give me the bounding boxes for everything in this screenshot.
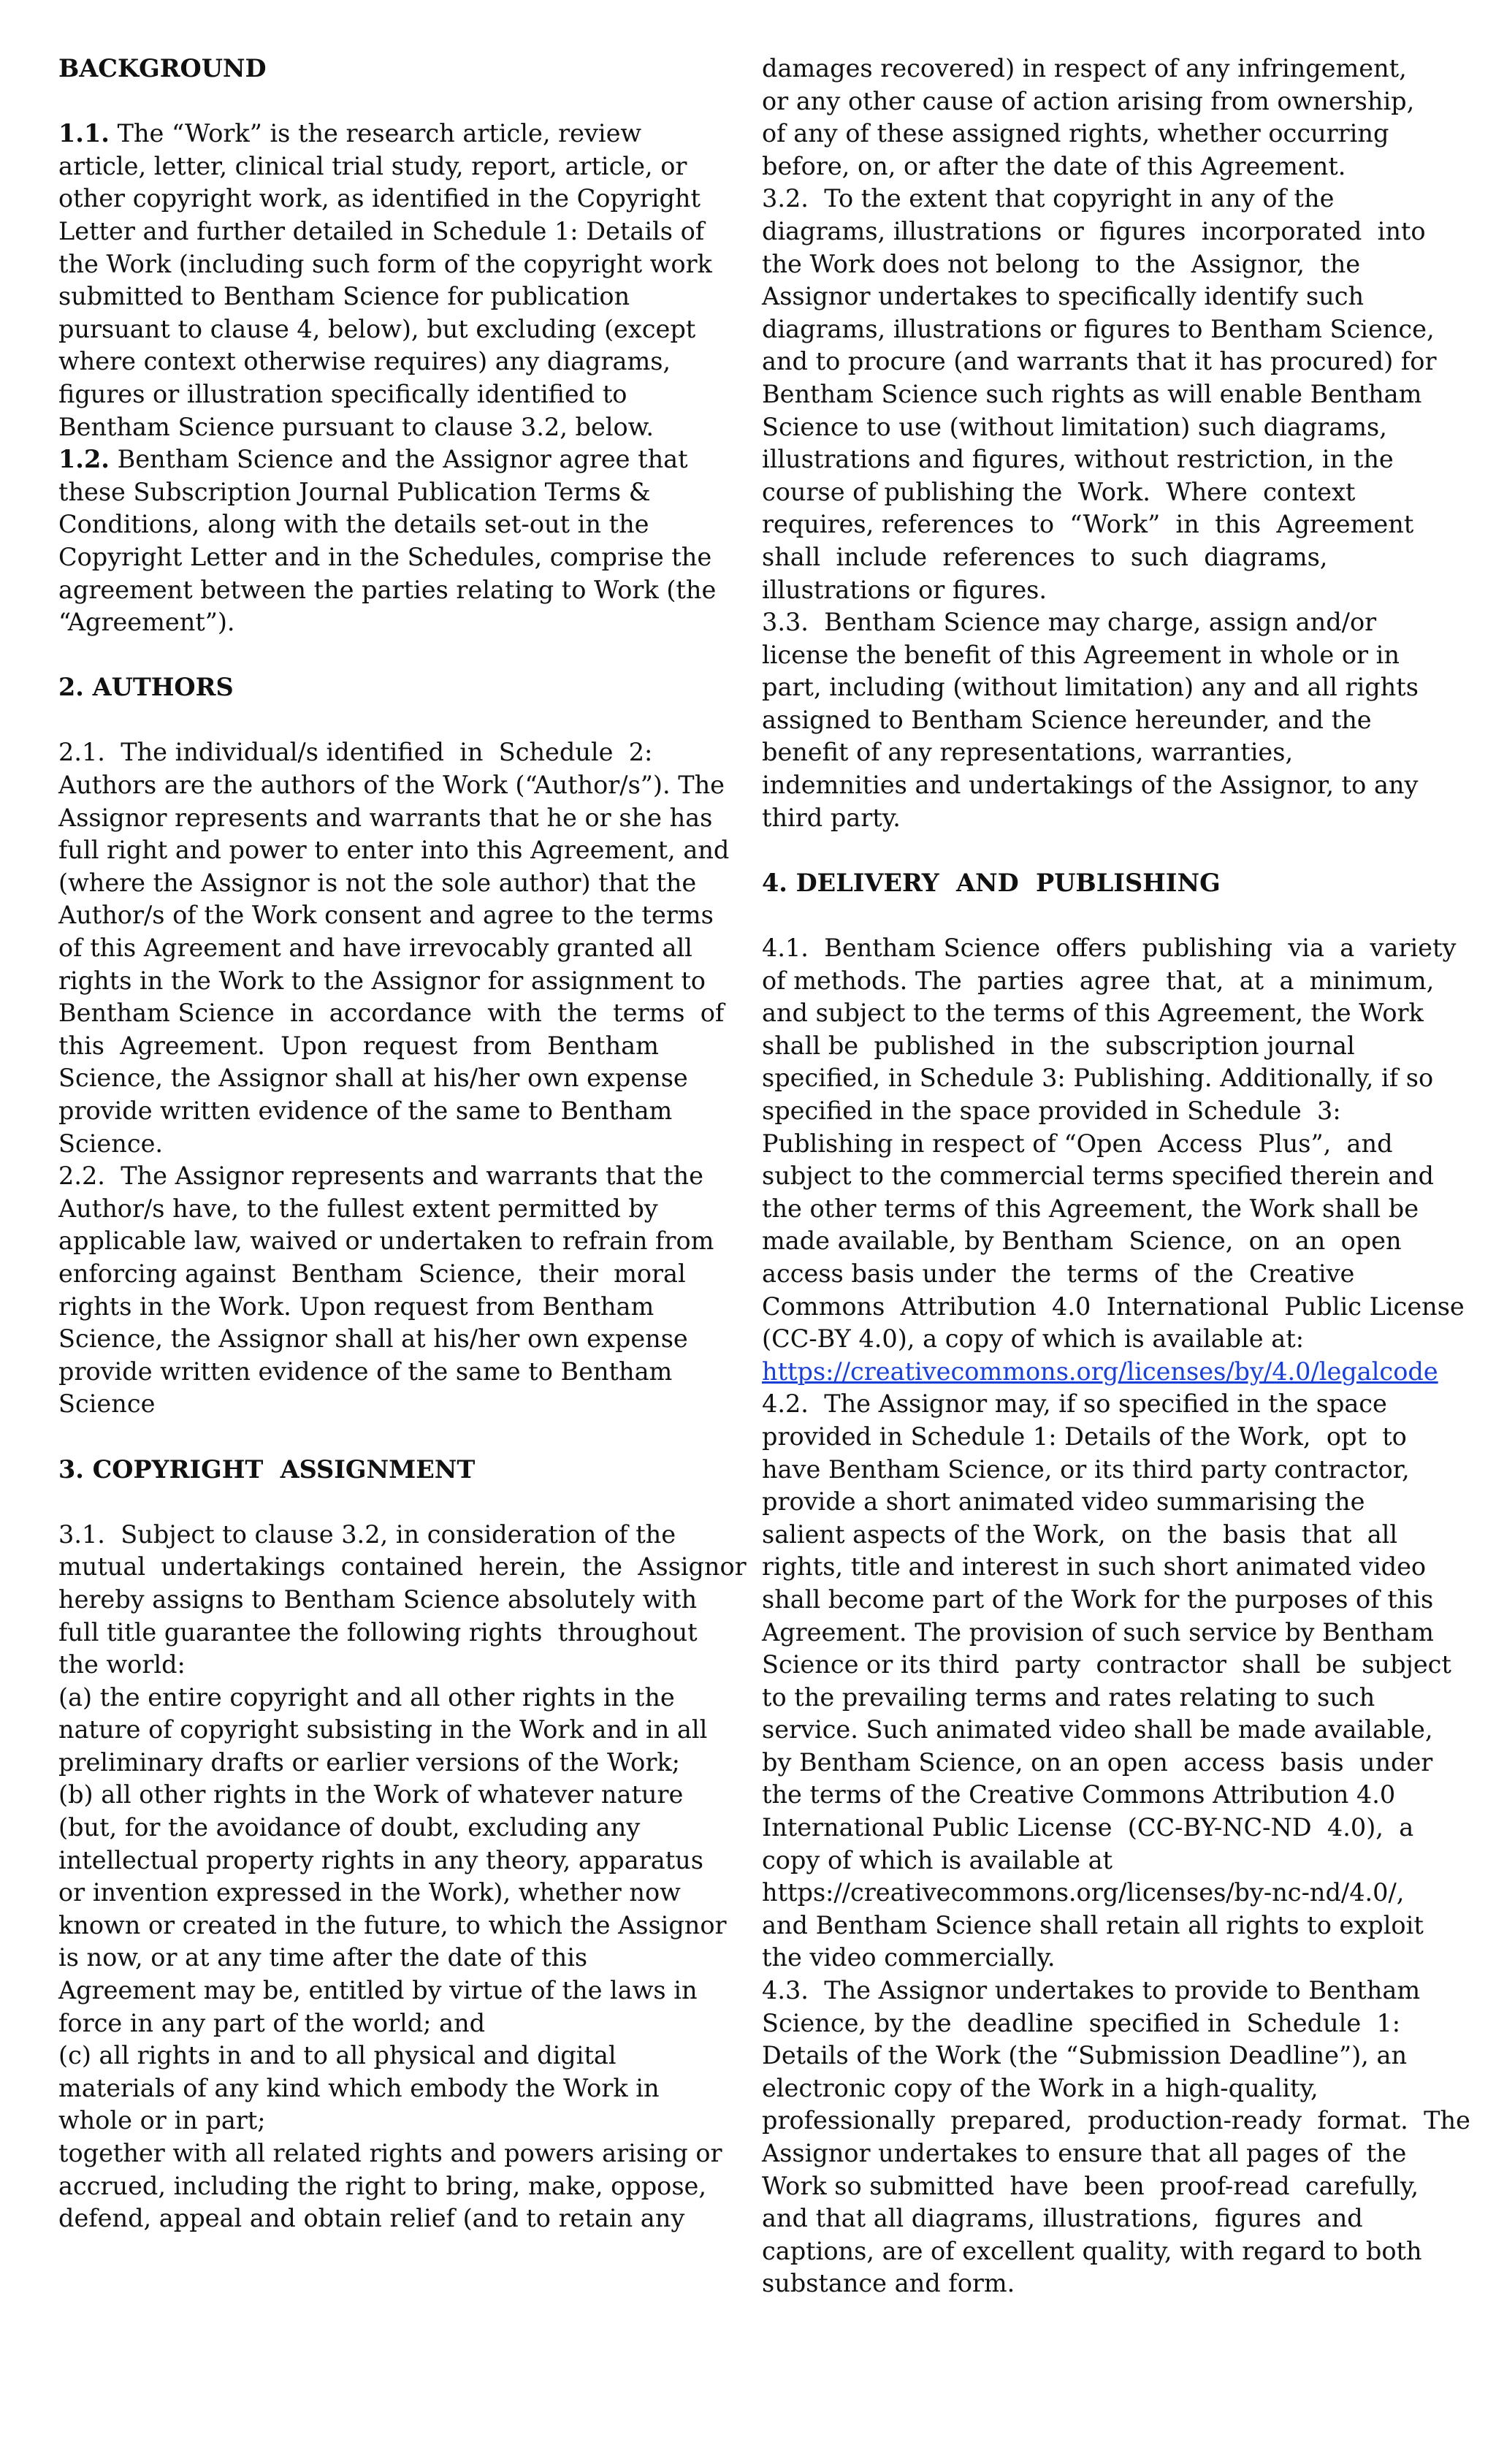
text-line [762, 867, 1438, 900]
paragraph-spacer [762, 899, 1438, 932]
line-text: damages recovered) in respect of any infringement, [762, 54, 1407, 83]
text-line [762, 1649, 1451, 1682]
text-line [762, 736, 1438, 769]
line-text: full right and power to enter into this Agreement, and [58, 836, 730, 865]
line-text: Authors are the authors of the Work (“Author/s”). The [58, 771, 725, 800]
paragraph [58, 671, 730, 704]
line-text: made available, by Bentham Science, on an open [762, 1227, 1402, 1256]
paragraph [58, 1519, 747, 1682]
text-line [58, 508, 730, 541]
text-line [58, 183, 730, 215]
line-text: (where the Assignor is not the sole author) that the [58, 868, 697, 897]
line-text: and subject to the terms of this Agreement, the Work [762, 999, 1424, 1028]
line-text: enforcing against Bentham Science, their moral [58, 1259, 686, 1288]
text-line [762, 2137, 1438, 2170]
line-text: applicable law, waived or undertaken to refrain from [58, 1227, 714, 1256]
line-text: captions, are of excellent quality, with regard to both [762, 2236, 1422, 2265]
line-text: shall include references to such diagrams, [762, 542, 1328, 571]
line-text: the world: [58, 1650, 186, 1679]
line-text: rights in the Work to the Assignor for assignment to [58, 966, 706, 995]
text-line [58, 1160, 730, 1193]
text-line [58, 867, 730, 900]
line-text: Letter and further detailed in Schedule 1: Details of [58, 216, 705, 245]
line-text: “Agreement”). [58, 608, 235, 637]
line-text: substance and form. [762, 2269, 1015, 2298]
text-line [58, 1975, 730, 2007]
text-line [762, 639, 1438, 672]
text-line [762, 704, 1438, 737]
text-line [58, 1682, 730, 1714]
line-text: by Bentham Science, on an open access basis under [762, 1747, 1433, 1777]
text-line [762, 769, 1438, 802]
line-text: is now, or at any time after the date of this [58, 1943, 588, 1972]
line-text: (but, for the avoidance of doubt, excluding any [58, 1813, 641, 1842]
text-line [762, 1486, 1438, 1519]
text-line [762, 2235, 1438, 2268]
line-text: Science, by the deadline specified in Schedule 1: [762, 2008, 1401, 2037]
text-line [58, 899, 730, 932]
text-line [58, 736, 730, 769]
text-line [58, 2105, 730, 2137]
line-text: preliminary drafts or earlier versions of the Work; [58, 1747, 680, 1777]
line-text: or any other cause of action arising from ownership, [762, 86, 1415, 115]
line-text: 2.1. The individual/s identified in Schedule 2: [58, 738, 653, 767]
line-text: provide a short animated video summarising the [762, 1487, 1365, 1517]
text-line [762, 346, 1438, 378]
line-text: agreement between the parties relating to Work (the [58, 575, 717, 604]
line-text: and to procure (and warrants that it has procured) for [762, 347, 1437, 376]
text-line [58, 2040, 730, 2072]
section-heading: BACKGROUND [58, 54, 267, 83]
text-line [58, 2137, 730, 2170]
line-text: 2.2. The Assignor represents and warrants that the [58, 1162, 703, 1191]
text-line [762, 2007, 1438, 2040]
text-line [762, 1877, 1438, 1910]
text-line [762, 671, 1438, 704]
text-line [58, 53, 730, 85]
text-line [58, 281, 730, 313]
line-text: Science or its third party contractor shall be subject [762, 1650, 1451, 1679]
line-text: the other terms of this Agreement, the Work shall be [762, 1194, 1419, 1223]
text-line [762, 1519, 1438, 1552]
line-text: accrued, including the right to bring, make, oppose, [58, 2171, 707, 2200]
text-line [58, 1193, 730, 1226]
text-line [762, 1193, 1438, 1226]
text-line [58, 1812, 730, 1845]
text-line [762, 1388, 1438, 1421]
line-text: salient aspects of the Work, on the basis that all [762, 1519, 1398, 1549]
line-text: before, on, or after the date of this Agreement. [762, 151, 1346, 180]
text-line [762, 932, 1457, 965]
line-text: together with all related rights and powers arising or [58, 2139, 722, 2167]
text-line [58, 1095, 730, 1128]
line-text: hereby assigns to Bentham Science absolutely with [58, 1584, 698, 1614]
line-text: Assignor represents and warrants that he or she has [58, 803, 713, 832]
paragraph [58, 1454, 730, 1487]
line-text: Science, the Assignor shall at his/her own expense [58, 1064, 688, 1093]
text-line [58, 1030, 730, 1063]
text-line [58, 1584, 730, 1617]
paragraph [58, 443, 730, 639]
line-text: course of publishing the Work. Where context [762, 477, 1356, 506]
paragraph [58, 1779, 730, 2040]
text-line [58, 1388, 730, 1421]
paragraph [762, 183, 1438, 606]
text-line [762, 378, 1438, 411]
clause-number: 1.2. [58, 445, 110, 474]
line-text: Publishing in respect of “Open Access Plus”, and [762, 1129, 1393, 1158]
text-line [58, 1356, 730, 1389]
text-line [58, 378, 730, 411]
text-line [58, 1942, 730, 1975]
text-line [762, 1975, 1438, 2007]
text-line [58, 1062, 730, 1095]
text-line [762, 2040, 1438, 2072]
line-text: of this Agreement and have irrevocably granted all [58, 934, 692, 963]
paragraph [58, 736, 730, 1160]
line-text: part, including (without limitation) any and all rights [762, 673, 1419, 702]
paragraph [762, 932, 1465, 1388]
line-text: (b) all other rights in the Work of whatever nature [58, 1780, 684, 1809]
text-line [58, 1128, 730, 1161]
text-line [762, 2105, 1470, 2137]
text-line [762, 1682, 1438, 1714]
text-line [58, 1617, 730, 1649]
text-line [58, 248, 730, 281]
line-text: known or created in the future, to which the Assignor [58, 1910, 727, 1939]
line-text: this Agreement. Upon request from Bentham [58, 1031, 659, 1060]
line-text: Work so submitted have been proof-read carefully, [762, 2171, 1419, 2200]
line-text: 4.1. Bentham Science offers publishing via a variety [762, 934, 1457, 963]
text-line [762, 2267, 1438, 2300]
text-line [58, 965, 730, 998]
section-heading: 4. DELIVERY AND PUBLISHING [762, 868, 1221, 897]
text-line [762, 997, 1438, 1030]
text-line [762, 1714, 1438, 1747]
line-text: force in any part of the world; and [58, 2008, 486, 2037]
line-text: Bentham Science such rights as will enable Bentham [762, 379, 1422, 408]
paragraph-spacer [58, 85, 730, 118]
line-text: Copyright Letter and in the Schedules, comprise the [58, 542, 712, 571]
text-line [58, 346, 730, 378]
text-line [762, 2202, 1438, 2235]
line-text: access basis under the terms of the Creative [762, 1259, 1355, 1288]
line-text: figures or illustration specifically identified to [58, 379, 627, 408]
paragraph [762, 53, 1438, 183]
line-text: Conditions, along with the details set-out in the [58, 510, 649, 539]
line-text: license the benefit of this Agreement in whole or in [762, 640, 1400, 669]
line-text: diagrams, illustrations or figures incorporated into [762, 216, 1426, 245]
text-line [58, 411, 730, 444]
text-line [58, 2170, 730, 2203]
text-line [762, 1779, 1438, 1812]
line-text: Science. [58, 1129, 164, 1158]
paragraph-spacer [58, 1486, 730, 1519]
text-line [762, 1617, 1438, 1649]
line-text: Assignor undertakes to ensure that all pages of the [762, 2139, 1407, 2167]
line-text: Science [58, 1389, 156, 1419]
right-column [762, 53, 1470, 2300]
paragraph [58, 2137, 730, 2235]
text-line [58, 1845, 730, 1877]
line-text: the Work (including such form of the copyright work [58, 249, 712, 278]
text-line [762, 411, 1438, 444]
text-line [58, 1747, 730, 1780]
text-line [58, 118, 730, 150]
line-text: The “Work” is the research article, review [109, 119, 642, 148]
line-text: Agreement may be, entitled by virtue of the laws in [58, 1976, 698, 2005]
text-line [58, 476, 730, 509]
line-text: electronic copy of the Work in a high-quality, [762, 2073, 1318, 2102]
text-line [58, 834, 730, 867]
line-text: illustrations or figures. [762, 575, 1047, 604]
text-line [762, 508, 1438, 541]
paragraph [762, 867, 1438, 900]
line-text: 3.3. Bentham Science may charge, assign and/or [762, 608, 1377, 637]
license-link[interactable]: https://creativecommons.org/licenses/by/4.0/legalcode [762, 1357, 1438, 1386]
line-text: provided in Schedule 1: Details of the Work, opt to [762, 1422, 1407, 1451]
text-line [762, 606, 1438, 639]
paragraph [762, 606, 1438, 834]
text-line [762, 476, 1438, 509]
line-text: assigned to Bentham Science hereunder, and the [762, 705, 1372, 734]
text-line [58, 2007, 730, 2040]
line-text: 4.3. The Assignor undertakes to provide to Bentham [762, 1976, 1421, 2005]
text-line [762, 150, 1438, 183]
text-line [58, 2072, 730, 2105]
line-text: of any of these assigned rights, whether occurring [762, 119, 1389, 148]
line-text: specified, in Schedule 3: Publishing. Additionally, if so [762, 1064, 1434, 1093]
line-text: these Subscription Journal Publication Terms & [58, 477, 651, 506]
text-line [762, 1584, 1438, 1617]
text-line [762, 215, 1438, 248]
line-text: to the prevailing terms and rates relating to such [762, 1682, 1375, 1712]
line-text: materials of any kind which embody the Work in [58, 2073, 660, 2102]
text-line [58, 932, 730, 965]
line-text: subject to the commercial terms specified therein and [762, 1162, 1434, 1191]
line-text: Assignor undertakes to specifically identify such [762, 282, 1365, 311]
line-text: provide written evidence of the same to Bentham [58, 1096, 673, 1125]
text-line [762, 1910, 1438, 1942]
line-text: provide written evidence of the same to Bentham [58, 1357, 673, 1386]
line-text: benefit of any representations, warranties, [762, 738, 1294, 767]
line-text: service. Such animated video shall be made available, [762, 1715, 1433, 1744]
text-line [762, 1421, 1438, 1454]
text-line [762, 118, 1438, 150]
text-line [762, 281, 1438, 313]
text-line [58, 1649, 730, 1682]
text-line [762, 965, 1438, 998]
text-line [58, 1519, 730, 1552]
line-text: and Bentham Science shall retain all rights to exploit [762, 1910, 1424, 1939]
line-text: International Public License (CC-BY-NC-ND 4.0), a [762, 1813, 1414, 1842]
paragraph-spacer [762, 834, 1438, 867]
line-text: (c) all rights in and to all physical and digital [58, 2041, 617, 2070]
line-text: Bentham Science in accordance with the terms of [58, 999, 725, 1028]
line-text: shall be published in the subscription journal [762, 1031, 1355, 1060]
text-line [58, 2202, 730, 2235]
text-line [58, 1910, 730, 1942]
line-text: diagrams, illustrations or figures to Bentham Science, [762, 314, 1435, 343]
paragraph [58, 1160, 730, 1421]
paragraph [58, 118, 730, 443]
paragraph-spacer [58, 1421, 730, 1454]
line-text: 4.2. The Assignor may, if so specified in the space [762, 1389, 1387, 1419]
paragraph [58, 53, 730, 85]
paragraph [762, 1388, 1451, 1975]
text-line [762, 2170, 1438, 2203]
text-line [762, 2072, 1438, 2105]
line-text: copy of which is available at [762, 1845, 1113, 1874]
text-line [762, 1128, 1438, 1161]
line-text: https://creativecommons.org/licenses/by-nc-nd/4.0/, [762, 1878, 1405, 1907]
text-line [762, 574, 1438, 607]
text-line [58, 1454, 730, 1487]
line-text: submitted to Bentham Science for publication [58, 282, 630, 311]
line-text: Science to use (without limitation) such diagrams, [762, 412, 1387, 441]
line-text: Author/s have, to the fullest extent permitted by [58, 1194, 658, 1223]
text-line [762, 1356, 1438, 1389]
text-line [58, 1225, 730, 1258]
line-text: professionally prepared, production-ready format. The [762, 2106, 1470, 2135]
text-line [58, 541, 730, 574]
text-line [762, 802, 1438, 835]
line-text: of methods. The parties agree that, at a minimum, [762, 966, 1435, 995]
text-line [58, 1714, 730, 1747]
text-line [58, 1877, 730, 1910]
text-line [762, 1225, 1438, 1258]
text-line [58, 997, 730, 1030]
text-line [762, 1551, 1438, 1584]
line-text: requires, references to “Work” in this Agreement [762, 510, 1414, 539]
line-text: or invention expressed in the Work), whether now [58, 1878, 681, 1907]
text-line [762, 1160, 1438, 1193]
text-line [762, 1812, 1438, 1845]
line-text: Details of the Work (the “Submission Deadline”), an [762, 2041, 1408, 2070]
line-text: pursuant to clause 4, below), but excluding (except [58, 314, 696, 343]
line-text: nature of copyright subsisting in the Work and in all [58, 1715, 708, 1744]
text-line [58, 1551, 747, 1584]
line-text: indemnities and undertakings of the Assignor, to any [762, 771, 1419, 800]
line-text: Science, the Assignor shall at his/her own expense [58, 1324, 688, 1354]
line-text: rights in the Work. Upon request from Bentham [58, 1292, 654, 1321]
text-line [58, 215, 730, 248]
text-line [762, 1454, 1438, 1487]
text-line [762, 1062, 1438, 1095]
line-text: Commons Attribution 4.0 International Public License [762, 1292, 1465, 1321]
line-text: Bentham Science pursuant to clause 3.2, below. [58, 412, 654, 441]
text-line [762, 313, 1438, 346]
line-text: intellectual property rights in any theory, apparatus [58, 1845, 703, 1874]
line-text: 3.1. Subject to clause 3.2, in consideration of the [58, 1519, 676, 1549]
text-line [58, 769, 730, 802]
text-line [762, 1291, 1465, 1324]
text-line [58, 150, 730, 183]
line-text: Agreement. The provision of such service by Bentham [762, 1617, 1434, 1647]
paragraph [58, 2040, 730, 2137]
text-line [58, 1258, 730, 1291]
line-text: specified in the space provided in Schedule 3: [762, 1096, 1341, 1125]
line-text: illustrations and figures, without restriction, in the [762, 445, 1394, 474]
text-line [58, 1291, 730, 1324]
clause-number: 1.1. [58, 119, 110, 148]
text-line [762, 1095, 1438, 1128]
line-text: 3.2. To the extent that copyright in any of the [762, 184, 1335, 213]
text-line [762, 1323, 1438, 1356]
line-text: defend, appeal and obtain relief (and to retain any [58, 2204, 685, 2233]
line-text: Author/s of the Work consent and agree to the terms [58, 901, 714, 930]
paragraph-spacer [58, 704, 730, 737]
text-line [762, 53, 1438, 85]
text-line [762, 85, 1438, 118]
text-line [762, 1030, 1438, 1063]
line-text: (a) the entire copyright and all other rights in the [58, 1682, 675, 1712]
text-line [762, 1747, 1438, 1780]
text-line [58, 574, 730, 607]
line-text: mutual undertakings contained herein, the Assignor [58, 1552, 747, 1582]
text-line [58, 606, 730, 639]
paragraph [58, 1682, 730, 1780]
line-text: where context otherwise requires) any diagrams, [58, 347, 671, 376]
line-text: have Bentham Science, or its third party contractor, [762, 1454, 1410, 1484]
text-line [762, 1258, 1438, 1291]
left-column [58, 53, 747, 2235]
line-text: Bentham Science and the Assignor agree that [109, 445, 688, 474]
line-text: the video commercially. [762, 1943, 1056, 1972]
text-line [762, 1845, 1438, 1877]
line-text: third party. [762, 803, 901, 832]
line-text: the Work does not belong to the Assignor, the [762, 249, 1361, 278]
text-line [58, 313, 730, 346]
line-text: shall become part of the Work for the purposes of this [762, 1584, 1434, 1614]
line-text: the terms of the Creative Commons Attribution 4.0 [762, 1780, 1396, 1809]
text-line [58, 1779, 730, 1812]
line-text: and that all diagrams, illustrations, figures and [762, 2204, 1363, 2233]
text-line [58, 671, 730, 704]
text-line [762, 248, 1438, 281]
text-line [762, 541, 1438, 574]
text-line [58, 443, 730, 476]
text-line [762, 183, 1438, 215]
section-heading: 2. AUTHORS [58, 673, 234, 702]
line-text: other copyright work, as identified in the Copyright [58, 184, 701, 213]
line-text: rights, title and interest in such short animated video [762, 1552, 1427, 1582]
paragraph [762, 1975, 1470, 2300]
text-line [58, 1323, 730, 1356]
text-line [762, 1942, 1438, 1975]
line-text: full title guarantee the following rights throughout [58, 1617, 698, 1647]
line-text: (CC-BY 4.0), a copy of which is available at: [762, 1324, 1305, 1354]
line-text: whole or in part; [58, 2106, 266, 2135]
line-text: article, letter, clinical trial study, report, article, or [58, 151, 687, 180]
text-line [762, 443, 1438, 476]
paragraph-spacer [58, 639, 730, 672]
section-heading: 3. COPYRIGHT ASSIGNMENT [58, 1454, 476, 1484]
text-line [58, 802, 730, 835]
